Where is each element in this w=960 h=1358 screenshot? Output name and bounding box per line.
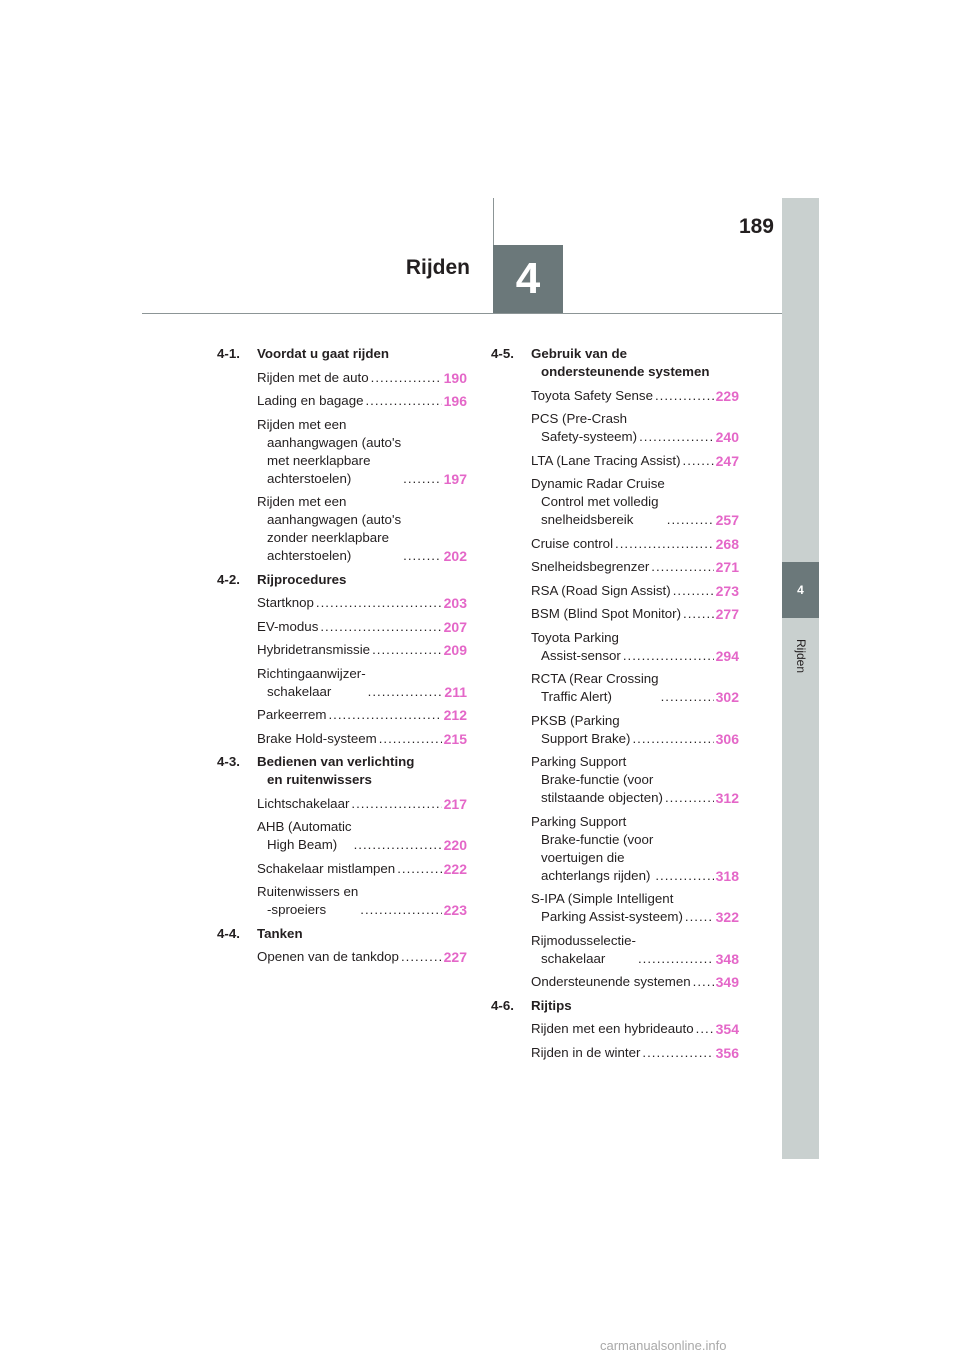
section-number: 4-6.	[491, 997, 514, 1013]
dot-leader	[372, 641, 442, 659]
toc-entry[interactable]	[257, 706, 467, 724]
toc-page-link[interactable]: 223	[443, 902, 467, 918]
section-number: 4-2.	[217, 571, 240, 587]
toc-page-link[interactable]: 203	[443, 595, 467, 611]
dot-leader	[693, 973, 714, 991]
dot-leader	[403, 547, 442, 565]
toc-section	[491, 345, 739, 381]
toc-page-link[interactable]: 277	[715, 606, 739, 622]
toc-section	[217, 753, 467, 789]
toc-page-link[interactable]: 197	[443, 470, 467, 487]
toc-entry-title: Ondersteunende systemen	[531, 974, 691, 989]
dot-leader	[623, 647, 714, 665]
toc-page-link[interactable]: 220	[443, 837, 467, 853]
toc-page-link[interactable]: 222	[443, 860, 467, 877]
header-horizontal-rule	[142, 313, 782, 314]
side-tab-label: Rijden	[793, 638, 808, 674]
section-title: Rijprocedures	[257, 571, 347, 587]
toc-entry-title: Rijmodusselectie- schakelaar	[531, 932, 636, 966]
toc-entry-title: Snelheidsbegrenzer	[531, 559, 650, 574]
toc-entry[interactable]	[257, 369, 467, 387]
toc-entry-title: Parking Support Brake-functie (voor stilstaande objecten)	[531, 754, 663, 805]
toc-entry-title: Ruitenwissers en -sproeiers	[257, 884, 359, 917]
toc-page-link[interactable]: 215	[443, 730, 467, 747]
toc-section	[491, 997, 739, 1015]
toc-entry[interactable]	[257, 860, 467, 878]
toc-entry[interactable]	[257, 795, 467, 813]
toc-entry[interactable]	[531, 712, 739, 748]
toc-entry-title: S-IPA (Simple Intelligent Parking Assist-systeem)	[531, 891, 683, 924]
toc-page-link[interactable]: 348	[715, 950, 739, 967]
toc-page-link[interactable]: 217	[443, 795, 467, 812]
toc-page-link[interactable]: 356	[715, 1044, 739, 1061]
dot-leader	[683, 452, 714, 470]
toc-entry-title: EV-modus	[257, 618, 319, 634]
toc-entry[interactable]	[257, 883, 467, 919]
side-tab-label-wrap	[782, 626, 819, 686]
toc-page-link[interactable]: 349	[715, 974, 739, 990]
dot-leader	[354, 836, 442, 854]
toc-entry-title: BSM (Blind Spot Monitor)	[531, 606, 682, 621]
dot-leader	[655, 867, 713, 885]
dot-leader	[351, 795, 441, 813]
dot-leader	[328, 706, 441, 724]
toc-page-link[interactable]: 312	[715, 790, 739, 806]
footer-watermark: carmanualsonline.info	[600, 1338, 727, 1353]
dot-leader	[368, 683, 443, 701]
toc-entry[interactable]	[531, 535, 739, 553]
dot-leader	[673, 582, 714, 600]
toc-page-link[interactable]: 271	[715, 559, 739, 575]
dot-leader	[685, 908, 714, 926]
toc-entry[interactable]	[257, 594, 467, 612]
toc-page-link[interactable]: 302	[715, 689, 739, 705]
toc-page-link[interactable]: 318	[715, 867, 739, 884]
chapter-title: Rijden	[405, 256, 470, 279]
dot-leader	[397, 860, 441, 878]
page-number: 189	[738, 215, 774, 238]
toc-entry-title: Richtingaanwijzer- schakelaar	[257, 665, 366, 699]
toc-entry-title: Rijden met een aanhangwagen (auto's zonder neerklapbare achterstoelen)	[257, 494, 402, 563]
section-number: 4-3.	[217, 754, 240, 769]
toc-page-link[interactable]: 268	[715, 535, 739, 552]
toc-page-link[interactable]: 322	[715, 909, 739, 925]
dot-leader	[661, 688, 714, 706]
dot-leader	[638, 950, 714, 968]
section-title: Bedienen van verlichting en ruitenwissers	[257, 754, 415, 787]
toc-right-column	[491, 345, 739, 1067]
toc-entry[interactable]	[531, 452, 739, 470]
toc-page-link[interactable]: 196	[443, 393, 467, 409]
toc-entry[interactable]	[531, 932, 739, 968]
toc-entry-title: Rijden in de winter	[531, 1044, 641, 1060]
toc-page-link[interactable]: 306	[715, 730, 739, 747]
dot-leader	[316, 594, 442, 612]
toc-section	[217, 571, 467, 589]
toc-entry[interactable]	[531, 1044, 739, 1062]
toc-page-link[interactable]: 211	[444, 683, 467, 700]
toc-entry-title: AHB (Automatic High Beam)	[257, 819, 352, 852]
toc-entry[interactable]	[531, 670, 739, 706]
side-tab-number[interactable]: 4	[782, 562, 819, 618]
chapter-number-box: 4	[493, 245, 563, 313]
toc-page-link[interactable]: 354	[715, 1021, 739, 1037]
toc-entry[interactable]	[531, 558, 739, 576]
toc-entry[interactable]	[257, 818, 467, 854]
toc-page-link[interactable]: 273	[715, 582, 739, 599]
toc-entry[interactable]	[531, 475, 739, 529]
toc-entry-title: Openen van de tankdop	[257, 949, 399, 964]
section-number: 4-1.	[217, 346, 240, 361]
dot-leader	[651, 558, 713, 576]
toc-entry-title: LTA (Lane Tracing Assist)	[531, 452, 681, 468]
toc-entry-title: Lading en bagage	[257, 393, 364, 408]
dot-leader	[642, 1044, 713, 1062]
dot-leader	[665, 789, 714, 807]
toc-entry-title: Rijden met een hybrideauto	[531, 1021, 694, 1036]
toc-page-link[interactable]: 257	[715, 512, 739, 528]
section-title: Gebruik van de ondersteunende systemen	[531, 346, 710, 379]
dot-leader	[360, 901, 441, 919]
dot-leader	[639, 428, 714, 446]
toc-entry-title: Dynamic Radar Cruise Control met volledig snelheidsbereik	[531, 476, 665, 527]
toc-entry-title: Hybridetransmissie	[257, 642, 371, 657]
toc-entry[interactable]	[257, 493, 467, 565]
toc-entry[interactable]	[531, 605, 739, 623]
toc-entry-title: RCTA (Rear Crossing Traffic Alert)	[531, 671, 659, 704]
dot-leader	[683, 605, 714, 623]
dot-leader	[667, 511, 714, 529]
toc-entry-title: Startknop	[257, 595, 314, 610]
dot-leader	[632, 730, 713, 748]
toc-entry-title: RSA (Road Sign Assist)	[531, 582, 671, 598]
dot-leader	[655, 387, 714, 405]
toc-entry[interactable]	[531, 387, 739, 405]
header-vertical-rule	[493, 198, 494, 246]
dot-leader	[403, 470, 442, 488]
section-number: 4-5.	[491, 346, 514, 361]
toc-page-link[interactable]: 207	[443, 618, 467, 635]
toc-section	[217, 345, 467, 363]
toc-page-link[interactable]: 212	[443, 707, 467, 723]
toc-page-link[interactable]: 227	[443, 949, 467, 965]
toc-page-link[interactable]: 202	[443, 548, 467, 564]
toc-entry-title: Rijden met een aanhangwagen (auto's met neerklapbare achterstoelen)	[257, 416, 402, 486]
dot-leader	[696, 1020, 714, 1038]
toc-entry[interactable]	[531, 753, 739, 807]
toc-entry[interactable]	[257, 618, 467, 636]
toc-entry[interactable]	[531, 410, 739, 446]
toc-entry[interactable]	[257, 665, 467, 701]
dot-leader	[371, 369, 442, 387]
toc-page-link[interactable]: 294	[715, 647, 739, 664]
toc-page-link[interactable]: 247	[715, 452, 739, 469]
section-title: Voordat u gaat rijden	[257, 346, 389, 361]
section-number: 4-4.	[217, 925, 240, 941]
toc-entry[interactable]	[257, 416, 467, 488]
toc-entry[interactable]	[257, 392, 467, 410]
toc-entry[interactable]	[531, 890, 739, 926]
toc-entry[interactable]	[257, 730, 467, 748]
toc-entry[interactable]	[531, 582, 739, 600]
toc-entry-title: Rijden met de auto	[257, 369, 369, 385]
toc-page-link[interactable]: 229	[715, 387, 739, 404]
toc-entry-title: Parking Support Brake-functie (voor voertuigen die achterlangs rijden)	[531, 813, 654, 883]
toc-entry-title: Parkeerrem	[257, 707, 327, 722]
section-title: Rijtips	[531, 997, 572, 1013]
toc-entry-title: Cruise control	[531, 535, 614, 551]
toc-section	[217, 925, 467, 943]
toc-entry[interactable]	[531, 1020, 739, 1038]
dot-leader	[320, 618, 441, 636]
dot-leader	[615, 535, 714, 553]
toc-entry[interactable]	[257, 641, 467, 659]
toc-entry[interactable]	[531, 973, 739, 991]
toc-entry[interactable]	[257, 948, 467, 966]
toc-entry-title: Brake Hold-systeem	[257, 730, 377, 746]
dot-leader	[365, 392, 441, 410]
toc-page-link[interactable]: 240	[715, 429, 739, 445]
toc-entry[interactable]	[531, 629, 739, 665]
toc-page-link[interactable]: 209	[443, 642, 467, 658]
toc-entry-title: PCS (Pre-Crash Safety-systeem)	[531, 411, 638, 444]
toc-entry-title: Schakelaar mistlampen	[257, 860, 396, 876]
toc-page-link[interactable]: 190	[443, 369, 467, 386]
toc-entry-title: PKSB (Parking Support Brake)	[531, 712, 631, 746]
dot-leader	[379, 730, 442, 748]
section-title: Tanken	[257, 925, 303, 941]
toc-entry-title: Toyota Parking Assist-sensor	[531, 629, 621, 663]
toc-entry-title: Lichtschakelaar	[257, 795, 350, 811]
toc-entry-title: Toyota Safety Sense	[531, 387, 653, 403]
toc-left-column	[217, 345, 467, 972]
dot-leader	[401, 948, 442, 966]
toc-entry[interactable]	[531, 813, 739, 885]
